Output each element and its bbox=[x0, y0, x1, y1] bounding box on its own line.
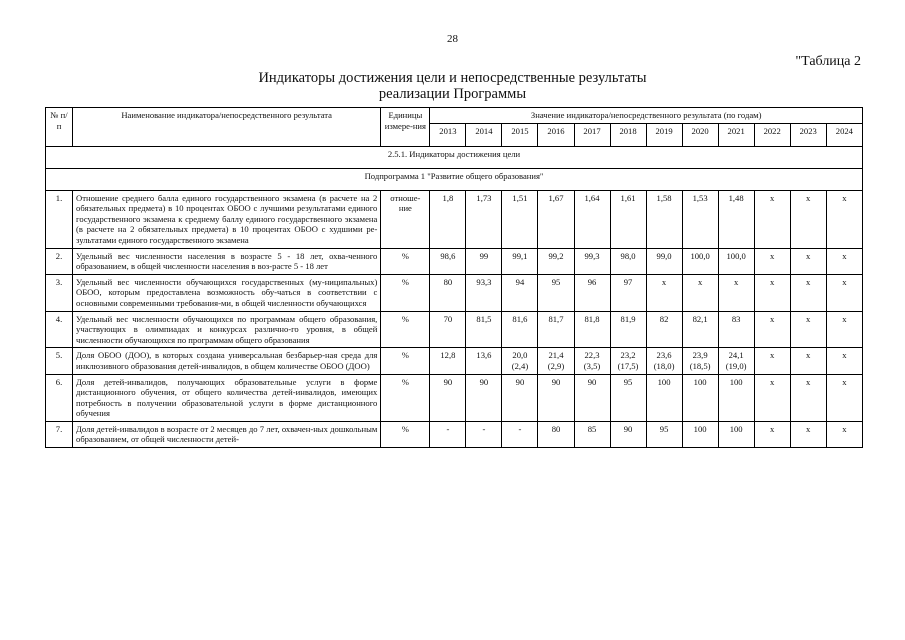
unit-cell: % bbox=[381, 421, 430, 447]
value-cell: 90 bbox=[574, 374, 610, 421]
row-number: 4. bbox=[46, 311, 73, 348]
value-cell: x bbox=[790, 421, 826, 447]
value-cell: 1,53 bbox=[682, 190, 718, 248]
value-cell: 90 bbox=[502, 374, 538, 421]
title-line-2: реализации Программы bbox=[378, 86, 527, 102]
value-cell: 85 bbox=[574, 421, 610, 447]
header-unit: Единицы измере-ния bbox=[381, 108, 430, 147]
indicators-table bbox=[45, 107, 863, 448]
title-line-1: Индикаторы достижения цели и непосредственные результаты bbox=[258, 70, 647, 86]
header-values: Значение индикатора/непосредственного результата (по годам) bbox=[430, 108, 863, 124]
value-cell: 20,0 (2,4) bbox=[502, 348, 538, 374]
value-cell: x bbox=[790, 348, 826, 374]
subprogram-title: Подпрограмма 1 "Развитие общего образования" bbox=[46, 168, 863, 190]
value-cell: x bbox=[754, 348, 790, 374]
table-row bbox=[46, 421, 863, 447]
value-cell: x bbox=[826, 311, 862, 348]
value-cell: 90 bbox=[610, 421, 646, 447]
value-cell: x bbox=[754, 311, 790, 348]
table-body bbox=[46, 146, 863, 447]
value-cell: 22,3 (3,5) bbox=[574, 348, 610, 374]
value-cell: 99 bbox=[466, 248, 502, 274]
indicator-name: Удельный вес численности обучающихся государственных (му-ниципальных) ОБОО, которым предоставлена возможность обу-чаться в соответствии с основными современными требования-ми, в общей численности обучающихся bbox=[73, 274, 381, 311]
value-cell: - bbox=[430, 421, 466, 447]
value-cell: 1,8 bbox=[430, 190, 466, 248]
value-cell: x bbox=[754, 274, 790, 311]
value-cell: 100,0 bbox=[682, 248, 718, 274]
unit-cell: отноше-ние bbox=[381, 190, 430, 248]
section-row bbox=[46, 146, 863, 168]
value-cell: x bbox=[754, 421, 790, 447]
value-cell: x bbox=[790, 274, 826, 311]
value-cell: 82,1 bbox=[682, 311, 718, 348]
row-number: 3. bbox=[46, 274, 73, 311]
value-cell: x bbox=[718, 274, 754, 311]
value-cell: x bbox=[646, 274, 682, 311]
table-label: "Таблица 2 bbox=[795, 54, 861, 69]
table-row bbox=[46, 190, 863, 248]
indicator-name: Удельный вес численности населения в возрасте 5 - 18 лет, охва-ченного образованием, в общей численности населения в воз-расте 5 - 18 лет bbox=[73, 248, 381, 274]
year-header: 2024 bbox=[826, 123, 862, 146]
value-cell: 1,48 bbox=[718, 190, 754, 248]
value-cell: 80 bbox=[430, 274, 466, 311]
value-cell: 90 bbox=[538, 374, 574, 421]
value-cell: 1,61 bbox=[610, 190, 646, 248]
value-cell: 1,73 bbox=[466, 190, 502, 248]
value-cell: 99,2 bbox=[538, 248, 574, 274]
value-cell: 70 bbox=[430, 311, 466, 348]
value-cell: 94 bbox=[502, 274, 538, 311]
value-cell: x bbox=[826, 190, 862, 248]
value-cell: 81,8 bbox=[574, 311, 610, 348]
value-cell: 98,0 bbox=[610, 248, 646, 274]
value-cell: 81,5 bbox=[466, 311, 502, 348]
subprogram-row bbox=[46, 168, 863, 190]
value-cell: 95 bbox=[646, 421, 682, 447]
row-number: 7. bbox=[46, 421, 73, 447]
value-cell: x bbox=[754, 248, 790, 274]
year-header: 2014 bbox=[466, 123, 502, 146]
year-header: 2018 bbox=[610, 123, 646, 146]
value-cell: 93,3 bbox=[466, 274, 502, 311]
indicator-name: Доля детей-инвалидов в возрасте от 2 месяцев до 7 лет, охвачен-ных дошкольным образованием, от общей численности детей- bbox=[73, 421, 381, 447]
unit-cell: % bbox=[381, 348, 430, 374]
value-cell: 100 bbox=[682, 421, 718, 447]
indicator-name: Удельный вес численности обучающихся по программам общего образования, участвующих в олимпиадах и конкурсах различно-го уровня, в общей численности обучающихся по программам общего образования bbox=[73, 311, 381, 348]
value-cell: 21,4 (2,9) bbox=[538, 348, 574, 374]
value-cell: 23,6 (18,0) bbox=[646, 348, 682, 374]
value-cell: x bbox=[790, 190, 826, 248]
unit-cell: % bbox=[381, 248, 430, 274]
value-cell: 96 bbox=[574, 274, 610, 311]
row-number: 6. bbox=[46, 374, 73, 421]
value-cell: 90 bbox=[430, 374, 466, 421]
unit-cell: % bbox=[381, 374, 430, 421]
value-cell: 1,67 bbox=[538, 190, 574, 248]
value-cell: 100 bbox=[718, 421, 754, 447]
header-row bbox=[46, 108, 863, 124]
value-cell: 90 bbox=[466, 374, 502, 421]
page-number: 28 bbox=[447, 33, 458, 45]
row-number: 2. bbox=[46, 248, 73, 274]
value-cell: x bbox=[790, 374, 826, 421]
value-cell: 83 bbox=[718, 311, 754, 348]
value-cell: x bbox=[826, 274, 862, 311]
table-row bbox=[46, 274, 863, 311]
year-header: 2022 bbox=[754, 123, 790, 146]
value-cell: x bbox=[826, 421, 862, 447]
header-num: № п/п bbox=[46, 108, 73, 147]
indicator-name: Отношение среднего балла единого государственного экзамена (в расчете на 2 обязательных предмета) в 10 процентах ОБОО с лучшими результатами единого государственного экзамена к среднему баллу единого государственного экзамена (в расчете на 2 обязательных предмета) в 10 процентах ОБОО с худшими ре-зультатами единого государственного экзамена bbox=[73, 190, 381, 248]
year-header: 2023 bbox=[790, 123, 826, 146]
value-cell: 99,1 bbox=[502, 248, 538, 274]
value-cell: 81,9 bbox=[610, 311, 646, 348]
value-cell: 81,7 bbox=[538, 311, 574, 348]
value-cell: 100 bbox=[718, 374, 754, 421]
value-cell: x bbox=[826, 248, 862, 274]
value-cell: 1,51 bbox=[502, 190, 538, 248]
value-cell: x bbox=[790, 311, 826, 348]
value-cell: 98,6 bbox=[430, 248, 466, 274]
value-cell: 100 bbox=[646, 374, 682, 421]
value-cell: x bbox=[790, 248, 826, 274]
value-cell: 1,58 bbox=[646, 190, 682, 248]
value-cell: 81,6 bbox=[502, 311, 538, 348]
value-cell: 13,6 bbox=[466, 348, 502, 374]
year-header: 2019 bbox=[646, 123, 682, 146]
value-cell: 23,9 (18,5) bbox=[682, 348, 718, 374]
year-header: 2013 bbox=[430, 123, 466, 146]
value-cell: 95 bbox=[538, 274, 574, 311]
value-cell: 80 bbox=[538, 421, 574, 447]
value-cell: x bbox=[754, 190, 790, 248]
value-cell: 1,64 bbox=[574, 190, 610, 248]
value-cell: 82 bbox=[646, 311, 682, 348]
unit-cell: % bbox=[381, 311, 430, 348]
value-cell: 100,0 bbox=[718, 248, 754, 274]
value-cell: - bbox=[502, 421, 538, 447]
value-cell: 99,0 bbox=[646, 248, 682, 274]
table-row bbox=[46, 348, 863, 374]
table-row bbox=[46, 248, 863, 274]
indicator-name: Доля ОБОО (ДОО), в которых создана универсальная безбарьер-ная среда для инклюзивного образования детей-инвалидов, в общем количестве ОБОО (ДОО) bbox=[73, 348, 381, 374]
section-title: 2.5.1. Индикаторы достижения цели bbox=[46, 146, 863, 168]
indicator-name: Доля детей-инвалидов, получающих образовательные услуги в форме дистанционного обучения, от общего количества детей-инвалидов, имеющих потребность в получении образовательной услуги в форме дистанционного обучения bbox=[73, 374, 381, 421]
value-cell: x bbox=[826, 374, 862, 421]
unit-cell: % bbox=[381, 274, 430, 311]
value-cell: 12,8 bbox=[430, 348, 466, 374]
value-cell: 95 bbox=[610, 374, 646, 421]
table-row bbox=[46, 311, 863, 348]
table-row bbox=[46, 374, 863, 421]
value-cell: x bbox=[826, 348, 862, 374]
value-cell: - bbox=[466, 421, 502, 447]
year-header: 2021 bbox=[718, 123, 754, 146]
value-cell: 99,3 bbox=[574, 248, 610, 274]
header-name: Наименование индикатора/непосредственного результата bbox=[73, 108, 381, 147]
document-title bbox=[0, 70, 905, 102]
year-header: 2016 bbox=[538, 123, 574, 146]
row-number: 5. bbox=[46, 348, 73, 374]
row-number: 1. bbox=[46, 190, 73, 248]
value-cell: 100 bbox=[682, 374, 718, 421]
value-cell: 23,2 (17,5) bbox=[610, 348, 646, 374]
year-header: 2017 bbox=[574, 123, 610, 146]
year-header: 2015 bbox=[502, 123, 538, 146]
value-cell: 24,1 (19,0) bbox=[718, 348, 754, 374]
value-cell: x bbox=[682, 274, 718, 311]
value-cell: 97 bbox=[610, 274, 646, 311]
year-header: 2020 bbox=[682, 123, 718, 146]
value-cell: x bbox=[754, 374, 790, 421]
